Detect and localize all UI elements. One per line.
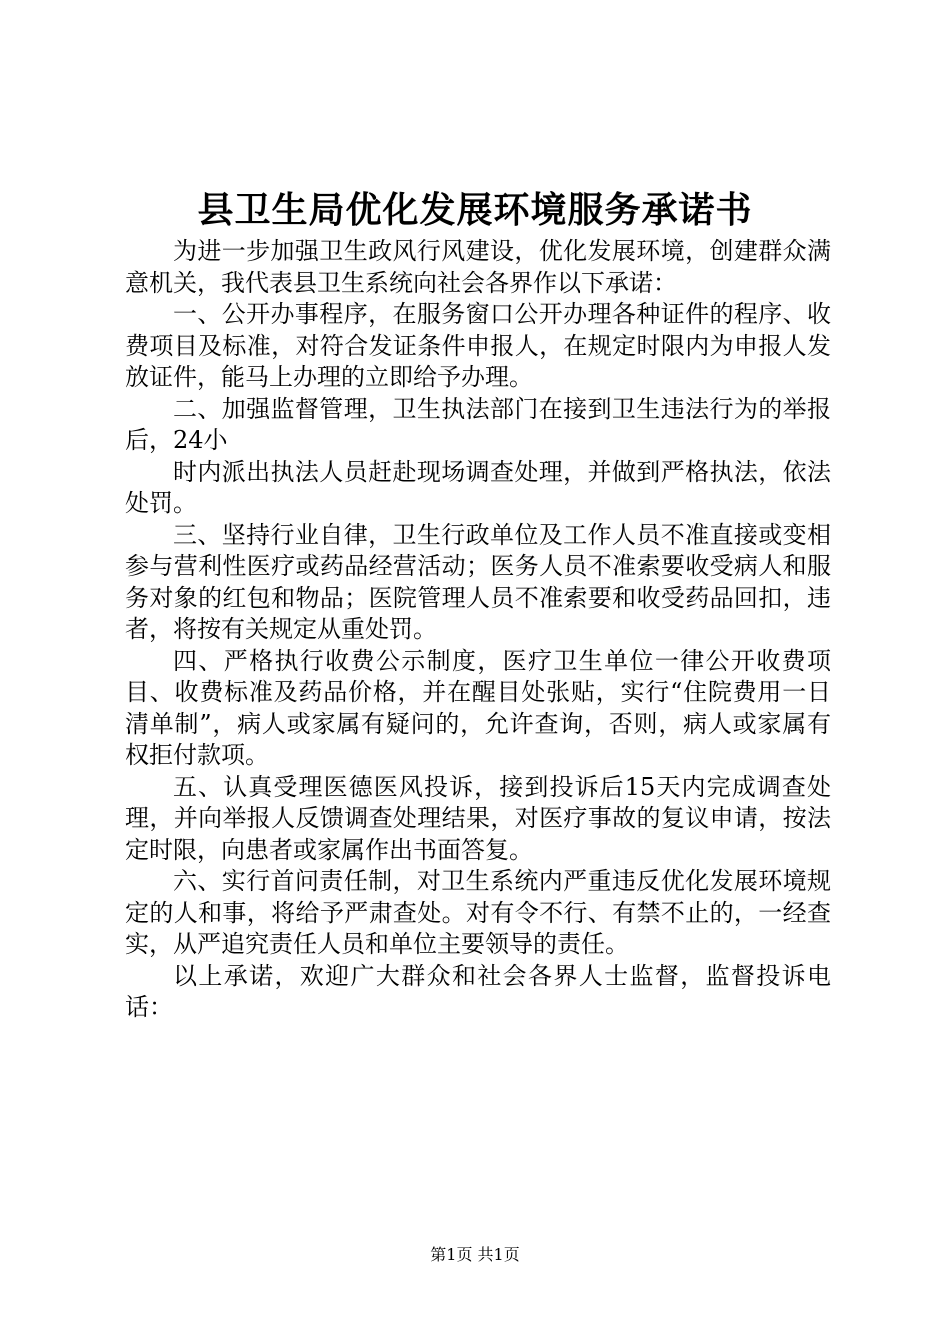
paragraph-2-continued: 时内派出执法人员赶赴现场调查处理，并做到严格执法，依法处罚。 bbox=[125, 457, 831, 517]
paragraph-5: 五、认真受理医德医风投诉，接到投诉后15天内完成调查处理，并向举报人反馈调查处理结果，对医疗事故的复议申请，按法定时限，向患者或家属作出书面答复。 bbox=[125, 772, 831, 864]
document-body bbox=[125, 236, 831, 1024]
paragraph-2: 二、加强监督管理，卫生执法部门在接到卫生违法行为的举报后，24小 bbox=[125, 394, 831, 454]
paragraph-intro: 为进一步加强卫生政风行风建设，优化发展环境，创建群众满意机关，我代表县卫生系统向社会各界作以下承诺： bbox=[125, 237, 831, 297]
document-title: 县卫生局优化发展环境服务承诺书 bbox=[197, 189, 753, 231]
paragraph-3: 三、坚持行业自律，卫生行政单位及工作人员不准直接或变相参与营利性医疗或药品经营活动；医务人员不准索要收受病人和服务对象的红包和物品；医院管理人员不准索要和收受药品回扣，违者，将按有关规定从重处罚。 bbox=[125, 520, 831, 643]
paragraph-6: 六、实行首问责任制，对卫生系统内严重违反优化发展环境规定的人和事，将给予严肃查处。对有令不行、有禁不止的，一经查实，从严追究责任人员和单位主要领导的责任。 bbox=[125, 867, 831, 958]
page-footer: 第1页 共1页 bbox=[430, 1245, 520, 1264]
paragraph-4: 四、严格执行收费公示制度，医疗卫生单位一律公开收费项目、收费标准及药品价格，并在醒目处张贴，实行“住院费用一日清单制”，病人或家属有疑问的，允许查询，否则，病人或家属有权拒付款项。 bbox=[125, 646, 831, 769]
paragraph-1: 一、公开办事程序，在服务窗口公开办理各种证件的程序、收费项目及标准，对符合发证条件申报人，在规定时限内为申报人发放证件，能马上办理的立即给予办理。 bbox=[125, 300, 831, 391]
paragraph-closing: 以上承诺，欢迎广大群众和社会各界人士监督，监督投诉电话： bbox=[125, 961, 831, 1021]
